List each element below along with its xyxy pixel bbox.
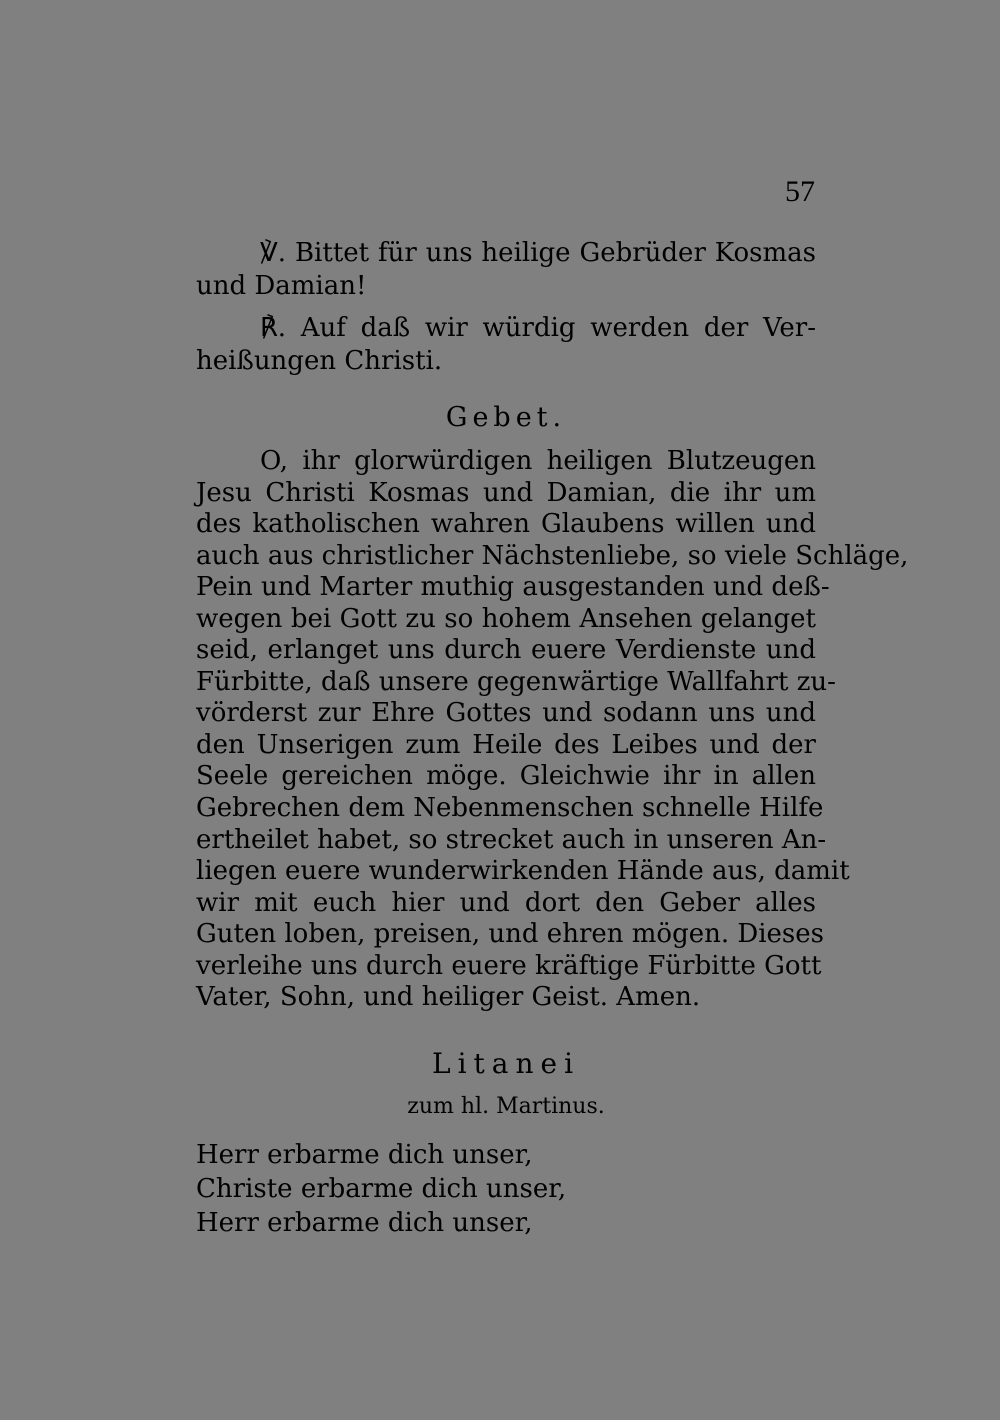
prayer-line: den Unserigen zum Heile des Leibes und der: [196, 729, 816, 760]
prayer-line: seid, erlanget uns durch euere Verdienste und: [196, 635, 816, 666]
litany-line: Herr erbarme dich unser,: [196, 1140, 533, 1170]
prayer-line: des katholischen wahren Glaubens willen und: [196, 509, 816, 540]
litany-list: [196, 1138, 816, 1240]
litanei-subheading: zum hl. Martinus.: [407, 1094, 605, 1119]
prayer-line: liegen euere wunderwirkenden Hände aus, damit: [196, 856, 850, 887]
litanei-heading: Litanei: [431, 1047, 581, 1080]
versicle-line: und Damian!: [196, 270, 367, 301]
response-line: heißungen Christi.: [196, 345, 443, 376]
prayer-line: Gebrechen dem Nebenmenschen schnelle Hilfe: [196, 793, 824, 824]
prayer-line: wegen bei Gott zu so hohem Ansehen gelanget: [196, 603, 816, 634]
prayer-line: auch aus christlicher Nächstenliebe, so viele Schläge,: [196, 540, 909, 571]
prayer-line: Seele gereichen möge. Gleichwie ihr in allen: [196, 761, 816, 792]
prayer-line: vörderst zur Ehre Gottes und sodann uns und: [196, 698, 816, 729]
page-number: 57: [785, 175, 815, 208]
response-paragraph: [196, 312, 816, 377]
prayer-line: verleihe uns durch euere kräftige Fürbitte Gott: [196, 950, 822, 981]
prayer-line: Guten loben, preisen, und ehren mögen. Dieses: [196, 919, 824, 950]
versicle-paragraph: [196, 237, 816, 302]
litany-line: Herr erbarme dich unser,: [196, 1208, 533, 1238]
response-line: ℟. Auf daß wir würdig werden der Ver-: [260, 313, 816, 343]
prayer-paragraph: [196, 446, 909, 1014]
prayer-line: Vater, Sohn, und heiliger Geist. Amen.: [196, 982, 701, 1013]
prayer-line: Pein und Marter muthig ausgestanden und deß-: [196, 572, 830, 603]
prayer-line: Jesu Christi Kosmas und Damian, die ihr um: [196, 477, 816, 508]
prayer-line: ertheilet habet, so strecket auch in unseren An-: [196, 824, 827, 855]
prayer-line: O, ihr glorwürdigen heiligen Blutzeugen: [260, 446, 816, 476]
prayer-line: wir mit euch hier und dort den Geber alles: [196, 887, 816, 918]
gebet-heading: Gebet.: [445, 402, 567, 433]
litany-line: Christe erbarme dich unser,: [196, 1174, 567, 1204]
versicle-line: ℣. Bittet für uns heilige Gebrüder Kosmas: [260, 238, 816, 268]
prayer-line: Fürbitte, daß unsere gegenwärtige Wallfahrt zu-: [196, 666, 836, 697]
